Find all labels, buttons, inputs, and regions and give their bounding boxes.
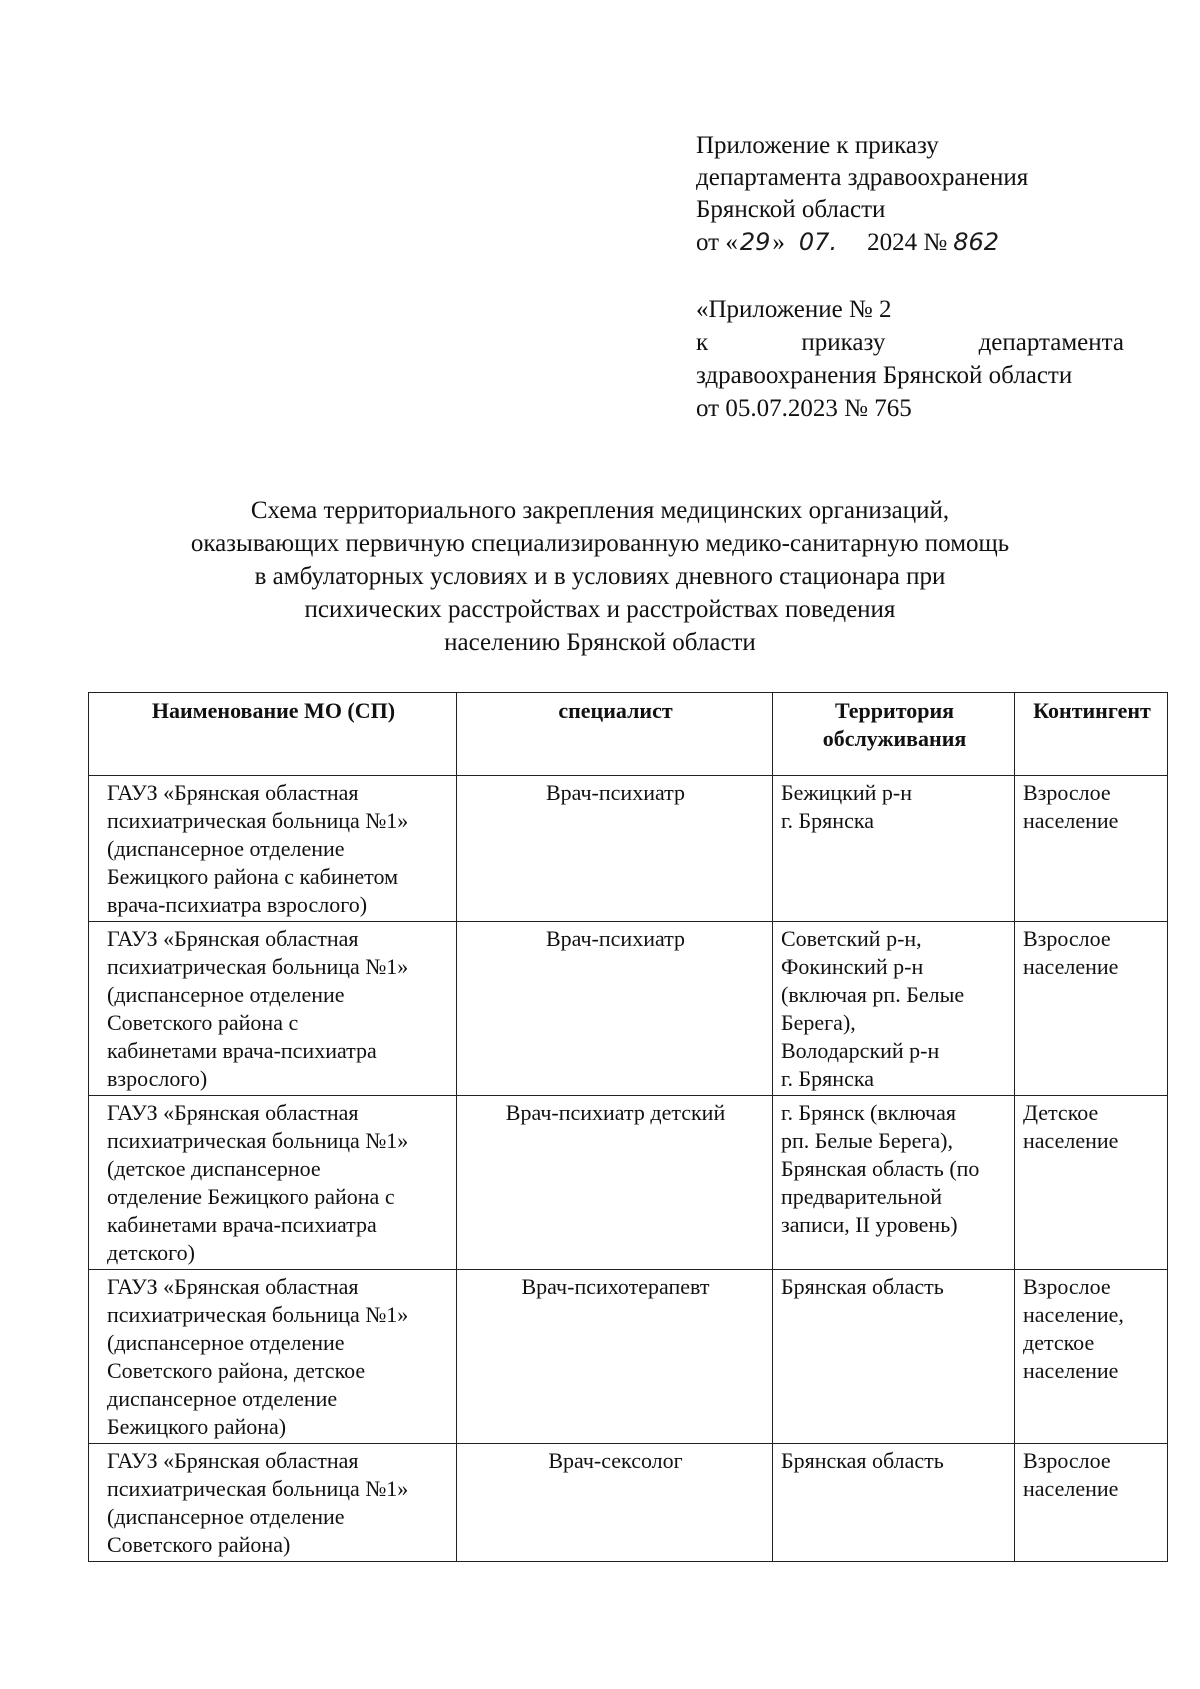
table-row [89, 1444, 1168, 1562]
order-year-label: 2024 № [867, 229, 948, 256]
order-prefix: от « [696, 229, 738, 256]
cell-org: ГАУЗ «Брянская областная психиатрическая больница №1» (диспансерное отделение Советского района, детское диспансерное отделение Бежицкого района) [89, 1270, 457, 1444]
order-date-line [696, 226, 1121, 259]
cell-territory: г. Брянск (включая рп. Белые Берега), Брянская область (по предварительной записи, II уровень) [773, 1096, 1015, 1270]
handwritten-order-number: 862 [953, 228, 999, 256]
annex-2-word: приказу [801, 329, 886, 356]
header-territory: Территория обслуживания [773, 693, 1015, 776]
annex-2-word: департамента [978, 329, 1124, 356]
cell-specialist: Врач-психиатр детский [457, 1096, 773, 1270]
cell-specialist: Врач-психиатр [457, 922, 773, 1096]
title-line: населению Брянской области [444, 629, 756, 656]
cell-contingent: Взрослое население [1015, 922, 1168, 1096]
territorial-scheme-table [88, 692, 1168, 1562]
appendix-line: Приложение к приказу [696, 132, 939, 159]
cell-specialist: Врач-психиатр [457, 776, 773, 922]
title-line: психических расстройствах и расстройствах поведения [304, 596, 896, 623]
cell-territory: Брянская область [773, 1444, 1015, 1562]
cell-org: ГАУЗ «Брянская областная психиатрическая больница №1» (диспансерное отделение Советского района) [89, 1444, 457, 1562]
cell-territory: Брянская область [773, 1270, 1015, 1444]
order-mid: » [772, 229, 785, 256]
header-org: Наименование МО (СП) [89, 693, 457, 776]
table-row [89, 1270, 1168, 1444]
cell-contingent: Детское население [1015, 1096, 1168, 1270]
table-header-row [89, 693, 1168, 776]
handwritten-day: 29 [739, 228, 771, 256]
annex-2-line: от 05.07.2023 № 765 [696, 395, 912, 422]
annex-2-reference [696, 293, 1124, 425]
annex-2-line: «Приложение № 2 [696, 296, 892, 323]
cell-territory: Бежицкий р-н г. Брянска [773, 776, 1015, 922]
cell-contingent: Взрослое население [1015, 776, 1168, 922]
annex-2-justified-line [696, 326, 1124, 359]
title-line: оказывающих первичную специализированную медико-санитарную помощь [190, 530, 1010, 557]
annex-2-line: здравоохранения Брянской области [696, 362, 1073, 389]
cell-specialist: Врач-сексолог [457, 1444, 773, 1562]
cell-territory: Советский р-н, Фокинский р-н (включая рп. Белые Берега), Володарский р-н г. Брянска [773, 922, 1015, 1096]
cell-specialist: Врач-психотерапевт [457, 1270, 773, 1444]
cell-contingent: Взрослое население, детское население [1015, 1270, 1168, 1444]
table-row [89, 776, 1168, 922]
cell-org: ГАУЗ «Брянская областная психиатрическая больница №1» (диспансерное отделение Советского района с кабинетами врача-психиатра взрослого) [89, 922, 457, 1096]
header-specialist: специалист [457, 693, 773, 776]
annex-2-word: к [696, 329, 709, 356]
title-line: в амбулаторных условиях и в условиях дневного стационара при [254, 563, 946, 590]
appendix-line: департамента здравоохранения [696, 164, 1029, 191]
header-contingent: Контингент [1015, 693, 1168, 776]
table-row [89, 922, 1168, 1096]
cell-org: ГАУЗ «Брянская областная психиатрическая больница №1» (детское диспансерное отделение Бежицкого района с кабинетами врача-психиатра детского) [89, 1096, 457, 1270]
table-row [89, 1096, 1168, 1270]
title-line: Схема территориального закрепления медицинских организаций, [250, 497, 950, 524]
cell-org: ГАУЗ «Брянская областная психиатрическая больница №1» (диспансерное отделение Бежицкого района с кабинетом врача-психиатра взрослого) [89, 776, 457, 922]
scheme-title [150, 494, 1050, 659]
appendix-header [696, 130, 1121, 259]
cell-contingent: Взрослое население [1015, 1444, 1168, 1562]
appendix-line: Брянской области [696, 196, 886, 223]
handwritten-month: 07. [798, 228, 838, 256]
